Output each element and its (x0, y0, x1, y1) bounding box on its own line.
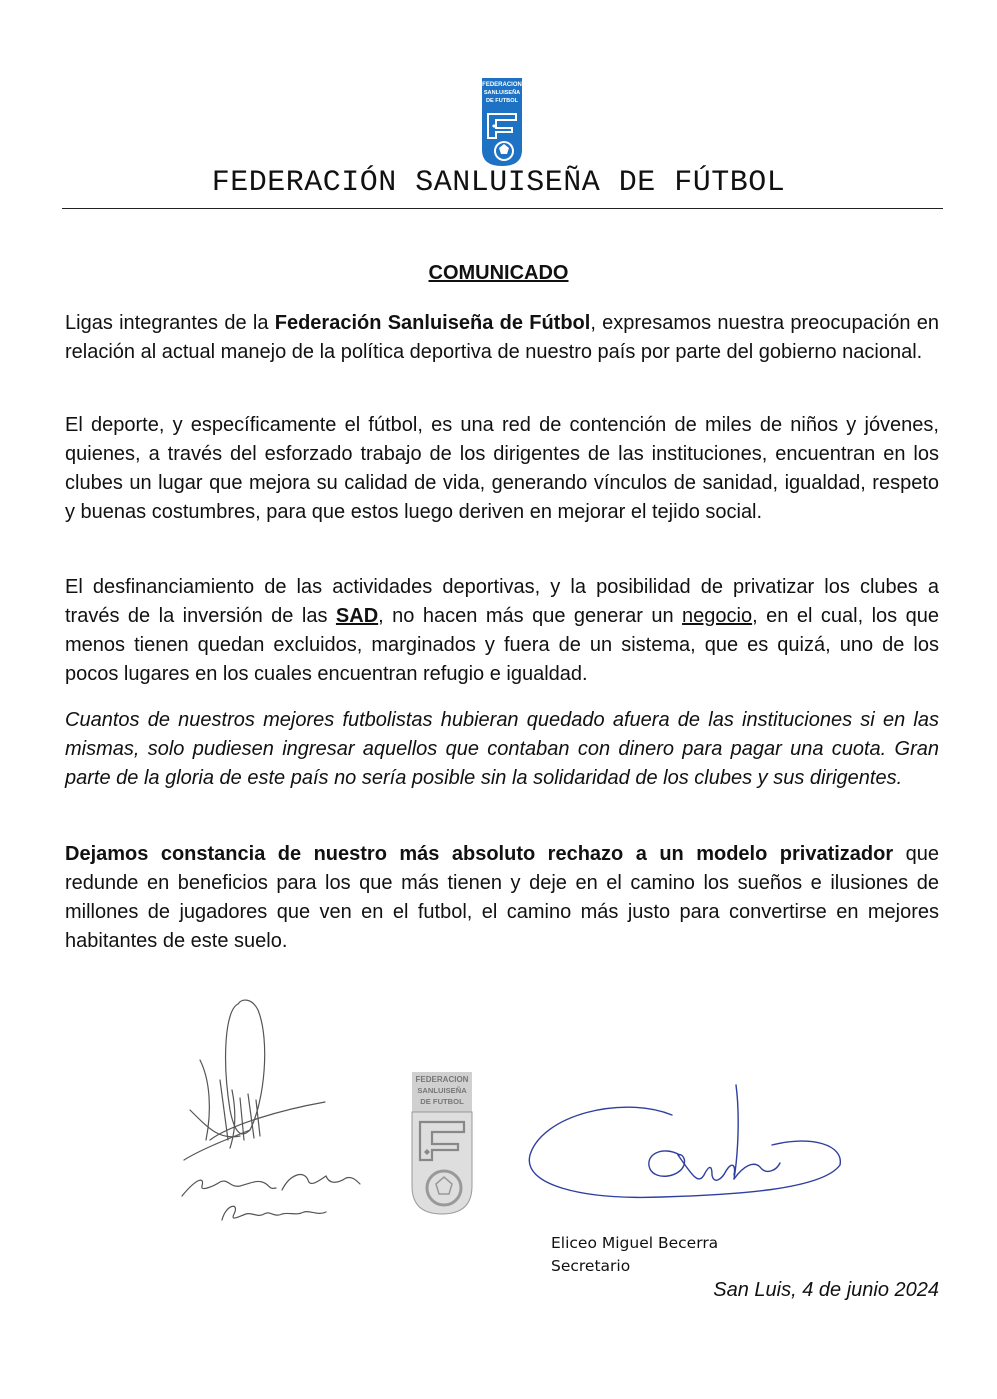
paragraph-2: El deporte, y específicamente el fútbol, es una red de contención de miles de niños y jóvenes, quienes, a través del esforzado trabajo de los dirigentes de las instituciones, encuentran en los clubes un lugar que mejora su calidad de vida, generando vínculos de sanidad, igualdad, respeto y buenas costumbres, para que estos luego deriven en mejorar el tejido social. (65, 414, 939, 523)
p1-text-a: Ligas integrantes de la (65, 312, 275, 334)
svg-text:SANLUISEÑA: SANLUISEÑA (417, 1086, 467, 1095)
p1-text-c: , expresamos nuestra preocupación en relación al actual manejo de la política deportiva de nuestro país por parte del gobierno nacional. (65, 312, 940, 363)
p3-text-a: El desfinanciamiento de las actividades deportivas, y la posibilidad de privatizar los clubes a través de la inversión de las (65, 576, 939, 627)
organization-title: FEDERACIÓN SANLUISEÑA DE FÚTBOL (211, 166, 786, 200)
svg-text:DE FUTBOL: DE FUTBOL (420, 1097, 464, 1106)
federation-logo (482, 78, 522, 166)
p3-text-c: , no hacen más que generar un (378, 605, 683, 627)
svg-text:SANLUISEÑA: SANLUISEÑA (483, 90, 521, 96)
svg-text:DE FUTBOL: DE FUTBOL (485, 98, 519, 104)
paragraph-5 (65, 840, 939, 956)
document-heading: COMUNICADO (428, 262, 569, 284)
p3-text-e: , en el cual, los que menos tienen quedan excluidos, marginados y fuera de un sistema, que es quizá, uno de los pocos lugares en los cuales encuentran refugio e igualdad. (65, 605, 939, 685)
p5-text-b: que redunde en beneficios para los que más tienen y deje en el camino los sueños e ilusiones de millones de jugadores que ven en el futbol, el camino más justo para convertirse en mejores habitantes de este suelo. (65, 843, 939, 952)
p1-federation-name: Federación Sanluiseña de Fútbol (274, 312, 591, 334)
svg-text:FEDERACION: FEDERACION (415, 1075, 469, 1084)
svg-text:FEDERACION: FEDERACION (482, 82, 522, 88)
paragraph-1 (65, 309, 939, 367)
federation-shield-icon (482, 78, 522, 166)
paragraph-3 (65, 573, 939, 689)
president-signature (170, 990, 370, 1230)
secretary-role: Secretario (551, 1257, 631, 1275)
place-and-date: San Luis, 4 de junio 2024 (713, 1279, 939, 1301)
federation-stamp (408, 1068, 476, 1218)
paragraph-4: Cuantos de nuestros mejores futbolistas hubieran quedado afuera de las instituciones si en las mismas, solo pudiesen ingresar aquellos que contaban con dinero para pagar una cuota. Gran parte de la gloria de este país no sería posible sin la solidaridad de los clubes y sus dirigentes. (65, 709, 939, 789)
secretary-signature (522, 1075, 844, 1215)
p3-negocio: negocio (682, 605, 753, 627)
secretary-name: Eliceo Miguel Becerra (551, 1234, 719, 1252)
p3-sad: SAD (335, 605, 379, 627)
header-divider (62, 208, 943, 209)
p5-text-bold: Dejamos constancia de nuestro más absoluto rechazo a un modelo privatizador (65, 843, 894, 865)
federation-stamp-icon (408, 1068, 476, 1218)
